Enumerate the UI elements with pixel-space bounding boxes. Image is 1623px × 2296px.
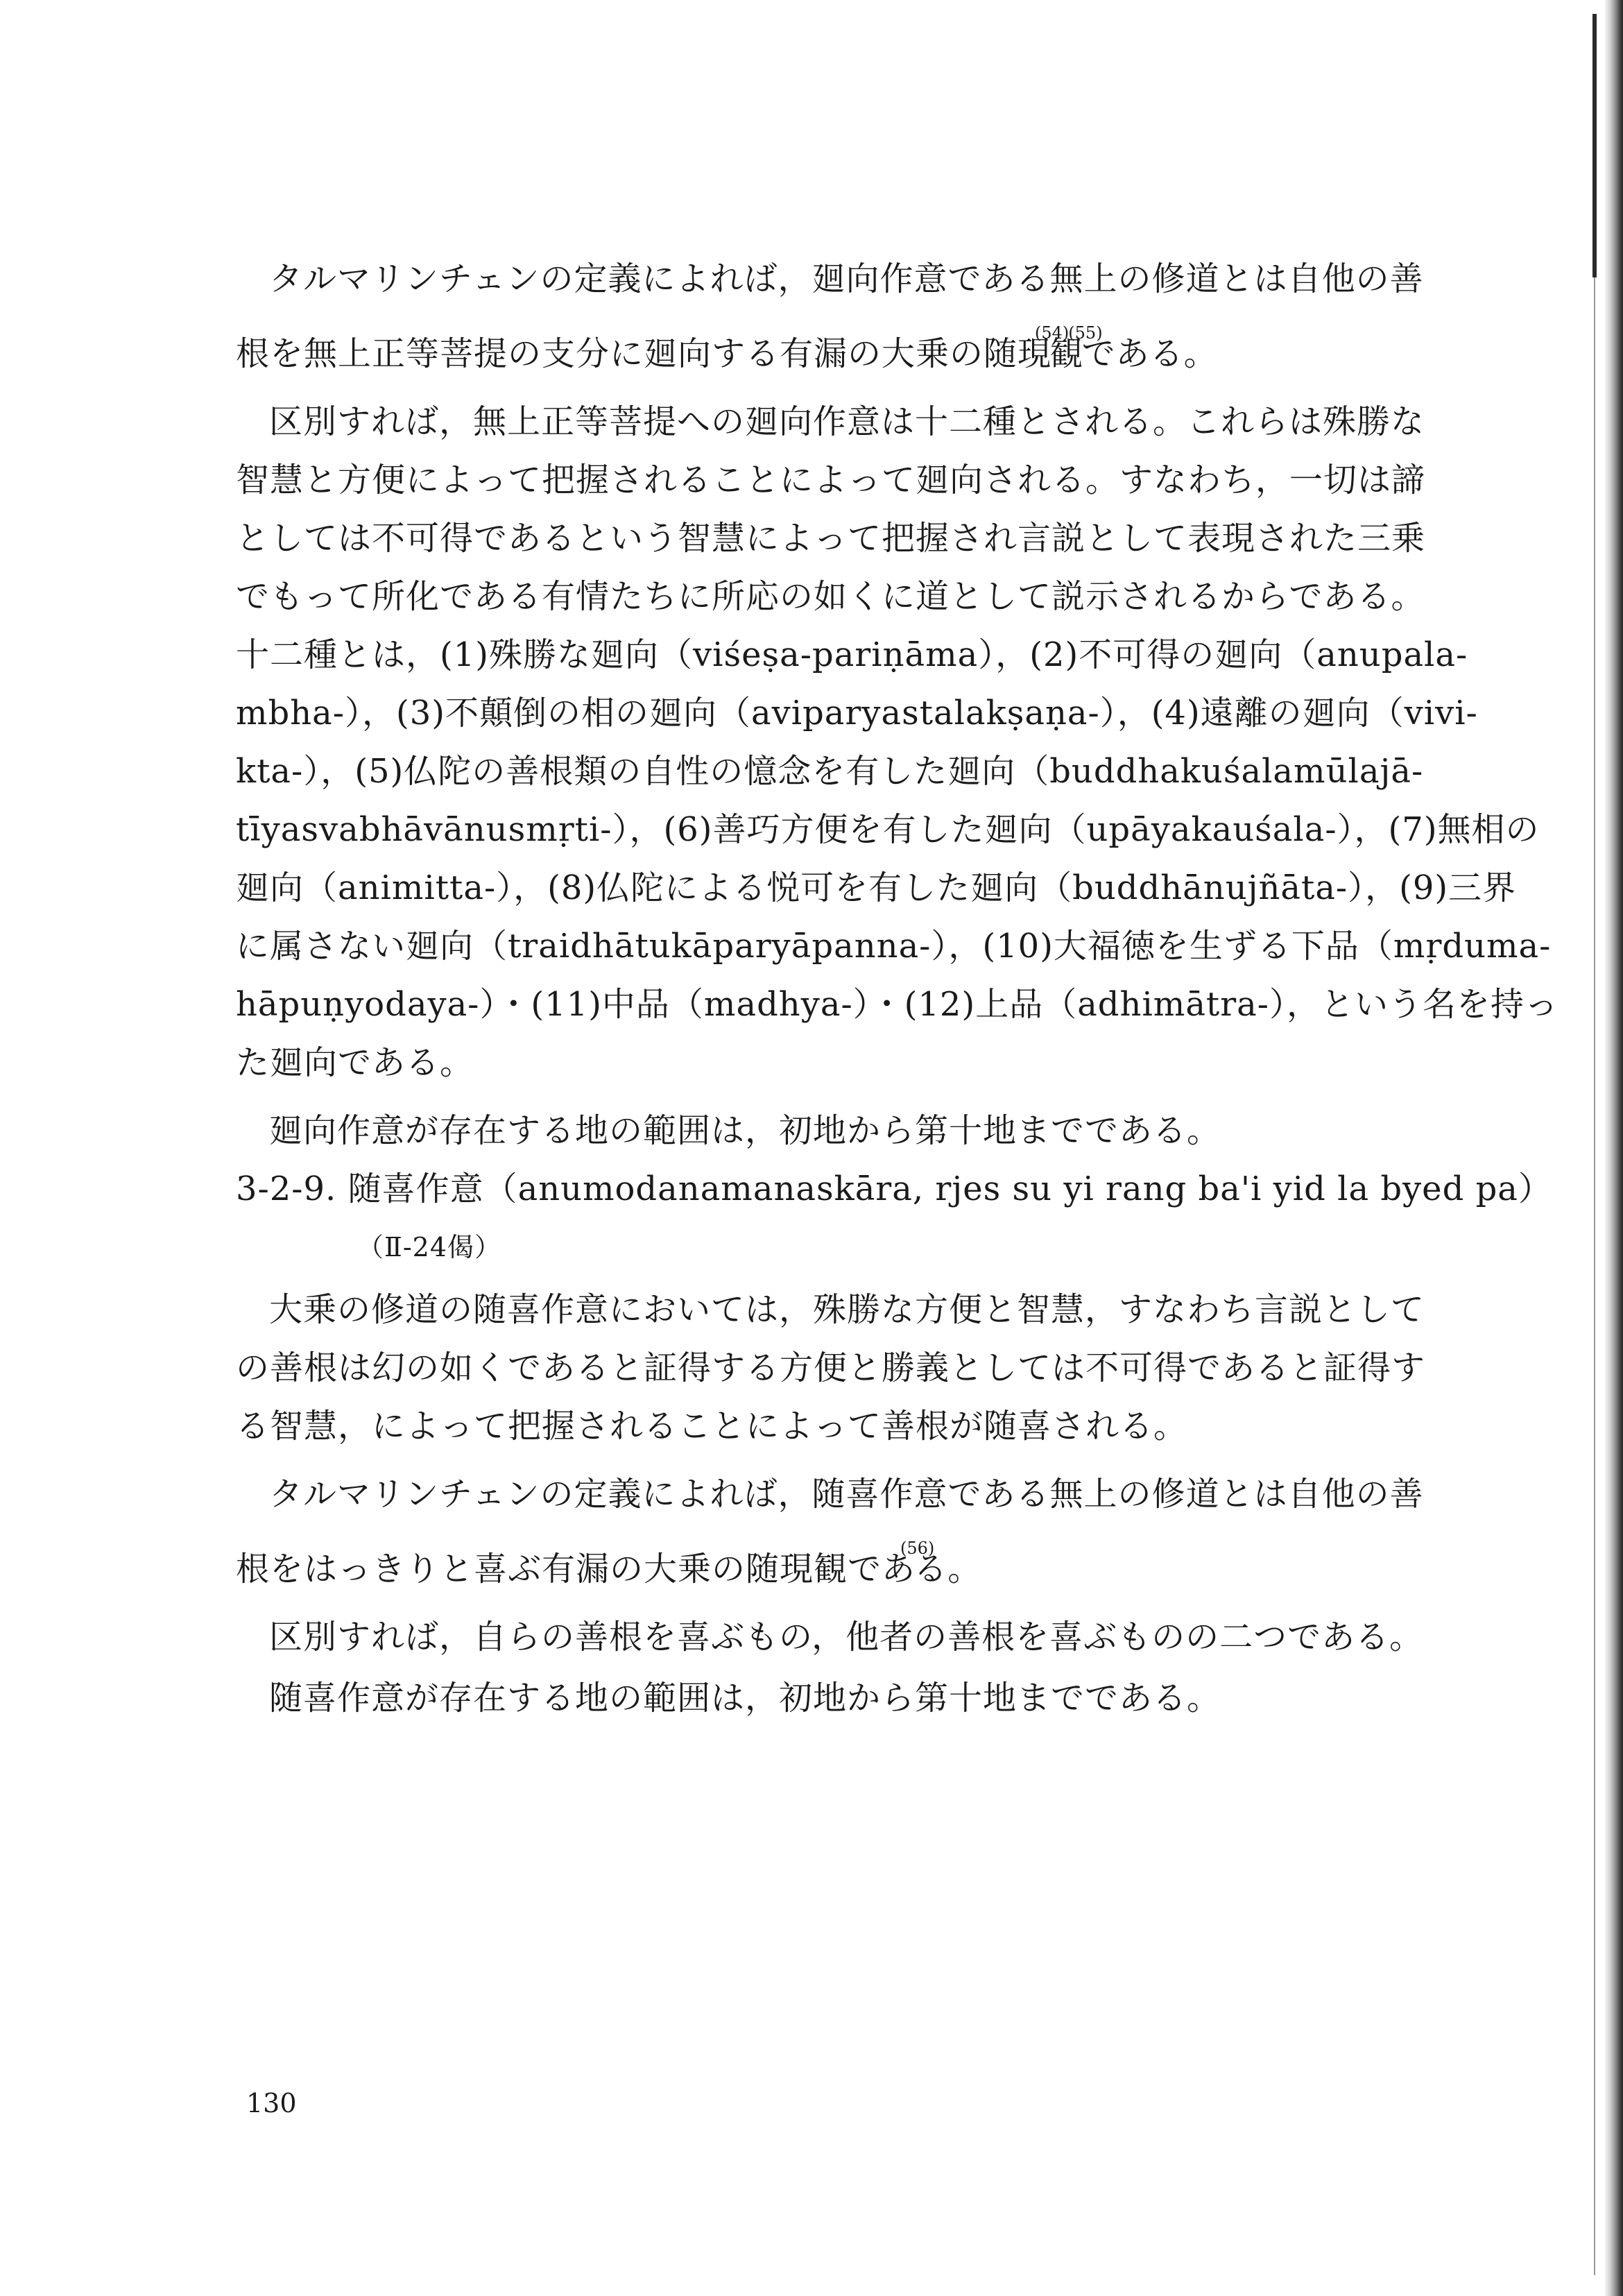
page-edge-line-thin [1594, 277, 1595, 2275]
text-line: 廻向（animitta-），(8)仏陀による悦可を有した廻向（buddhānujñāta-），(9)三界 [236, 868, 1517, 907]
paragraph-anumodana [236, 1280, 1443, 1455]
text-line: 十二種とは，(1)殊勝な廻向（viśeṣa-pariṇāma），(2)不可得の廻向（anupala- [236, 635, 1468, 674]
footnote-marker-54: (54) [1035, 323, 1070, 343]
text-fragment: 観 [1049, 334, 1084, 373]
text-line: た廻向である。 [236, 1043, 474, 1082]
text-line: 区別すれば，無上正等菩提への廻向作意は十二種とされる。これらは殊勝な [269, 402, 1425, 441]
text-line: タルマリンチェンの定義によれば，廻向作意である無上の修道とは自他の善 [269, 259, 1424, 298]
text-fragment: 根を無上正等菩提の支分に廻向する有漏の大乗の随現 [236, 334, 1052, 373]
page-number: 130 [246, 2088, 297, 2118]
paragraph-range-anumodana [236, 1669, 1443, 1727]
text-line: としては不可得であるという智慧によって把握され言説として表現された三乗 [236, 519, 1426, 558]
text-line: 区別すれば，自らの善根を喜ぶもの，他者の善根を喜ぶものの二つである。 [269, 1618, 1424, 1656]
paragraph-range-parinama [236, 1102, 1443, 1160]
text-fragment: る。 [913, 1550, 982, 1588]
text-line: 智慧と方便によって把握されることによって廻向される。すなわち，一切は諦 [236, 461, 1426, 499]
paragraph-twelve-kinds [236, 393, 1559, 1092]
text-line-with-notes [236, 308, 1443, 383]
paragraph-definition-parinama [236, 250, 1443, 383]
footnote-marker-55: (55) [1068, 323, 1103, 343]
page-edge-shadow [1605, 0, 1623, 2296]
text-line: 随喜作意が存在する地の範囲は，初地から第十地までである。 [269, 1679, 1221, 1717]
section-heading-block [236, 1160, 1552, 1276]
text-line-with-notes [236, 1523, 1443, 1598]
text-line: に属さない廻向（traidhātukāparyāpanna-），(10)大福徳を生ずる下品（mṛduma- [236, 927, 1552, 966]
text-line: tīyasvabhāvānusmṛti-），(6)善巧方便を有した廻向（upāyakauśala-），(7)無相の [236, 810, 1540, 849]
section-heading: 3-2-9. 随喜作意（anumodanamanaskāra, rjes su yi rang ba'i yid la byed pa） [236, 1170, 1552, 1208]
section-subheading: （Ⅱ-24偈） [357, 1232, 502, 1262]
text-fragment: である。 [1081, 334, 1218, 373]
paragraph-definition-anumodana [236, 1465, 1443, 1598]
footnote-marker-56: (56) [900, 1539, 935, 1558]
text-line: 大乗の修道の随喜作意においては，殊勝な方便と智慧，すなわち言説として [269, 1290, 1425, 1329]
text-line: kta-），(5)仏陀の善根類の自性の憶念を有した廻向（buddhakuśalamūlajā- [236, 752, 1424, 791]
paragraph-division-anumodana [236, 1608, 1443, 1666]
page-body [236, 250, 1559, 1727]
text-line: る智慧，によって把握されることによって善根が随喜される。 [236, 1407, 1188, 1446]
text-line: 廻向作意が存在する地の範囲は，初地から第十地までである。 [269, 1111, 1221, 1150]
text-line: mbha-），(3)不顛倒の相の廻向（aviparyastalakṣaṇa-），(4)遠離の廻向（vivi- [236, 694, 1478, 733]
text-line: hāpuṇyodaya-）・(11)中品（madhya-）・(12)上品（adhimātra-），という名を持っ [236, 985, 1559, 1024]
text-line: でもって所化である有情たちに所応の如くに道として説示されるからである。 [236, 577, 1425, 616]
text-line: タルマリンチェンの定義によれば，随喜作意である無上の修道とは自他の善 [269, 1475, 1424, 1514]
text-line: の善根は幻の如くであると証得する方便と勝義としては不可得であると証得す [236, 1348, 1426, 1387]
page-edge-line [1592, 14, 1597, 277]
text-fragment: 根をはっきりと喜ぶ有漏の大乗の随現観であ [236, 1550, 916, 1588]
